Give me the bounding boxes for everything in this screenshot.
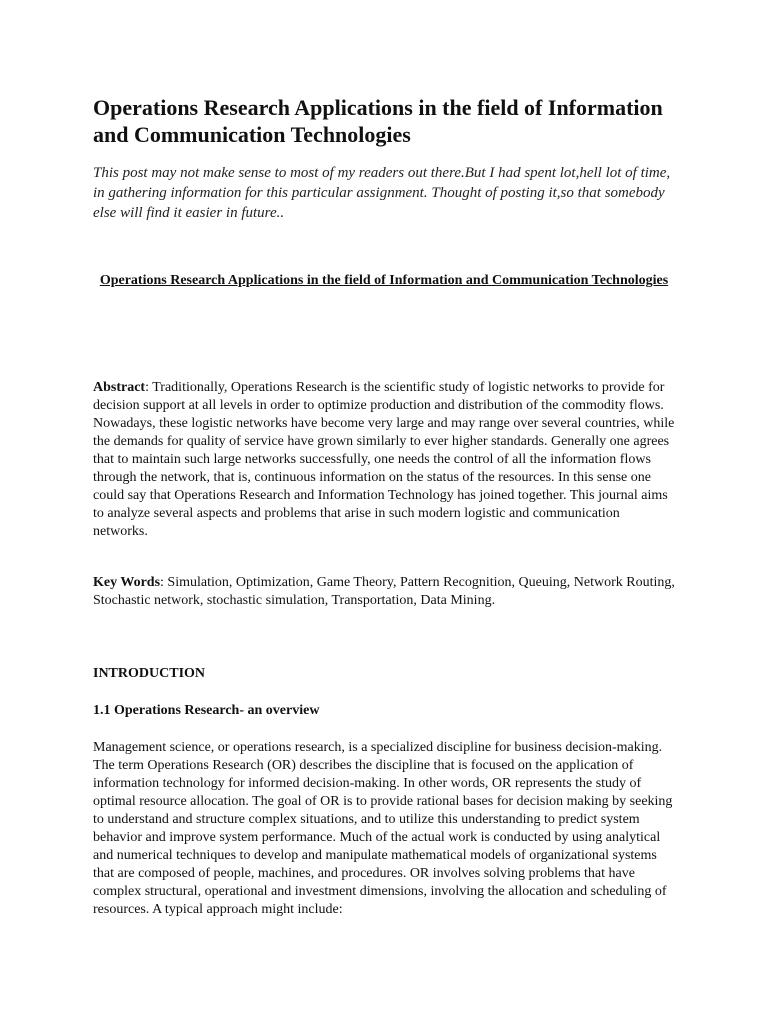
keywords-paragraph [93, 574, 677, 610]
introduction-heading: INTRODUCTION [93, 666, 206, 681]
section-1-1-paragraph: Management science, or operations research, is a specialized discipline for business decision-making. The term Operations Research (OR) describes the discipline that is focused on the application of information technology for informed decision-making. In other words, OR represents the study of optimal resource allocation. The goal of OR is to provide rational bases for decision making by seeking to understand and structure complex situations, and to utilize this understanding to predict system behavior and improve system performance. Much of the actual work is conducted by using analytical and numerical techniques to develop and manipulate mathematical models of organizational systems that are composed of people, machines, and procedures. OR involves solving problems that have complex structural, operational and investment dimensions, involving the allocation and scheduling of resources. A typical approach might include: [93, 740, 673, 917]
abstract-paragraph [93, 379, 677, 541]
abstract-label: Abstract [93, 380, 146, 395]
keywords-label: Key Words [93, 575, 161, 590]
page-title: Operations Research Applications in the field of Information and Communication Technologies [93, 95, 663, 147]
abstract-text: : Traditionally, Operations Research is the scientific study of logistic networks to provide for decision support at all levels in order to optimize production and distribution of the commodity flows. Nowadays, these logistic networks have become very large and may range over several countries, while the demands for quality of service have grown similarly to ever higher standards. Generally one agrees that to maintain such large networks successfully, one needs the control of all the information flows through the network, that is, continuous information on the status of the resources. In this sense one could say that Operations Research and Information Technology has joined together. This journal aims to analyze several aspects and problems that arise in such modern logistic and communication networks. [93, 380, 675, 539]
section-1-1-heading: 1.1 Operations Research- an overview [93, 703, 320, 718]
keywords-text: : Simulation, Optimization, Game Theory, Pattern Recognition, Queuing, Network Routing, Stochastic network, stochastic simulation, Transportation, Data Mining. [93, 575, 675, 608]
centered-heading: Operations Research Applications in the field of Information and Communication Technologies [99, 273, 669, 288]
author-note: This post may not make sense to most of my readers out there.But I had spent lot,hell lot of time, in gathering information for this particular assignment. Thought of posting it,so that somebody else will find it easier in future.. [93, 165, 671, 221]
